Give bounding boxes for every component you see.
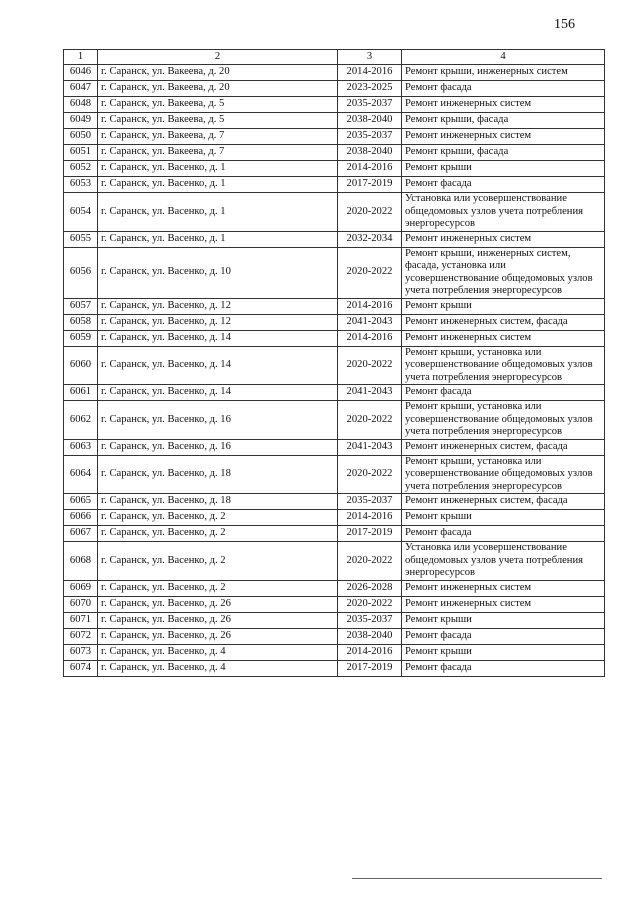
table-row — [64, 314, 605, 330]
row-number: 6066 — [64, 510, 98, 526]
table-row — [64, 113, 605, 129]
works-cell: Ремонт крыши, установка или усовершенствование общедомовых узлов учета потребления энергоресурсов — [402, 401, 605, 440]
period-cell: 2038-2040 — [338, 145, 402, 161]
row-number: 6069 — [64, 580, 98, 596]
period-cell: 2020-2022 — [338, 542, 402, 581]
table-row — [64, 660, 605, 676]
period-cell: 2020-2022 — [338, 193, 402, 232]
table-row — [64, 580, 605, 596]
row-number: 6074 — [64, 660, 98, 676]
period-cell: 2020-2022 — [338, 401, 402, 440]
address-cell: г. Саранск, ул. Васенко, д. 18 — [98, 455, 338, 494]
address-cell: г. Саранск, ул. Васенко, д. 2 — [98, 542, 338, 581]
address-cell: г. Саранск, ул. Васенко, д. 10 — [98, 247, 338, 298]
column-header-number: 1 — [64, 50, 98, 65]
period-cell: 2014-2016 — [338, 330, 402, 346]
works-cell: Ремонт крыши — [402, 510, 605, 526]
works-cell: Ремонт инженерных систем, фасада — [402, 439, 605, 455]
works-cell: Ремонт инженерных систем — [402, 596, 605, 612]
address-cell: г. Саранск, ул. Васенко, д. 12 — [98, 314, 338, 330]
address-cell: г. Саранск, ул. Васенко, д. 18 — [98, 494, 338, 510]
table-row — [64, 439, 605, 455]
table-row — [64, 455, 605, 494]
address-cell: г. Саранск, ул. Васенко, д. 26 — [98, 612, 338, 628]
address-cell: г. Саранск, ул. Васенко, д. 14 — [98, 330, 338, 346]
works-cell: Ремонт крыши — [402, 644, 605, 660]
works-cell: Ремонт фасада — [402, 628, 605, 644]
row-number: 6068 — [64, 542, 98, 581]
row-number: 6050 — [64, 129, 98, 145]
row-number: 6051 — [64, 145, 98, 161]
address-cell: г. Саранск, ул. Вакеева, д. 5 — [98, 113, 338, 129]
row-number: 6065 — [64, 494, 98, 510]
works-cell: Ремонт инженерных систем — [402, 97, 605, 113]
table-row — [64, 596, 605, 612]
table-row — [64, 628, 605, 644]
table-row — [64, 612, 605, 628]
table-row — [64, 510, 605, 526]
table-header-row — [64, 50, 605, 65]
row-number: 6072 — [64, 628, 98, 644]
period-cell: 2035-2037 — [338, 612, 402, 628]
column-header-address: 2 — [98, 50, 338, 65]
row-number: 6060 — [64, 346, 98, 385]
address-cell: г. Саранск, ул. Васенко, д. 26 — [98, 596, 338, 612]
works-cell: Ремонт крыши, инженерных систем — [402, 65, 605, 81]
period-cell: 2035-2037 — [338, 97, 402, 113]
works-cell: Установка или усовершенствование общедомовых узлов учета потребления энергоресурсов — [402, 193, 605, 232]
row-number: 6058 — [64, 314, 98, 330]
works-cell: Ремонт крыши, фасада — [402, 145, 605, 161]
works-cell: Установка или усовершенствование общедомовых узлов учета потребления энергоресурсов — [402, 542, 605, 581]
works-cell: Ремонт крыши, установка или усовершенствование общедомовых узлов учета потребления энергоресурсов — [402, 346, 605, 385]
row-number: 6049 — [64, 113, 98, 129]
table-row — [64, 247, 605, 298]
address-cell: г. Саранск, ул. Васенко, д. 1 — [98, 161, 338, 177]
row-number: 6064 — [64, 455, 98, 494]
address-cell: г. Саранск, ул. Вакеева, д. 7 — [98, 129, 338, 145]
column-header-works: 4 — [402, 50, 605, 65]
period-cell: 2041-2043 — [338, 314, 402, 330]
address-cell: г. Саранск, ул. Васенко, д. 1 — [98, 231, 338, 247]
row-number: 6062 — [64, 401, 98, 440]
address-cell: г. Саранск, ул. Васенко, д. 16 — [98, 439, 338, 455]
address-cell: г. Саранск, ул. Васенко, д. 2 — [98, 526, 338, 542]
period-cell: 2020-2022 — [338, 455, 402, 494]
table-row — [64, 65, 605, 81]
works-cell: Ремонт инженерных систем — [402, 129, 605, 145]
repair-schedule-table — [63, 49, 605, 677]
works-cell: Ремонт инженерных систем, фасада — [402, 494, 605, 510]
period-cell: 2020-2022 — [338, 247, 402, 298]
table-row — [64, 145, 605, 161]
period-cell: 2023-2025 — [338, 81, 402, 97]
works-cell: Ремонт крыши, фасада — [402, 113, 605, 129]
row-number: 6054 — [64, 193, 98, 232]
table-row — [64, 401, 605, 440]
table-row — [64, 542, 605, 581]
address-cell: г. Саранск, ул. Вакеева, д. 7 — [98, 145, 338, 161]
works-cell: Ремонт инженерных систем — [402, 580, 605, 596]
row-number: 6047 — [64, 81, 98, 97]
period-cell: 2038-2040 — [338, 113, 402, 129]
table-row — [64, 161, 605, 177]
row-number: 6059 — [64, 330, 98, 346]
period-cell: 2038-2040 — [338, 628, 402, 644]
row-number: 6048 — [64, 97, 98, 113]
period-cell: 2032-2034 — [338, 231, 402, 247]
table-row — [64, 177, 605, 193]
row-number: 6056 — [64, 247, 98, 298]
row-number: 6070 — [64, 596, 98, 612]
row-number: 6046 — [64, 65, 98, 81]
works-cell: Ремонт фасада — [402, 177, 605, 193]
period-cell: 2026-2028 — [338, 580, 402, 596]
address-cell: г. Саранск, ул. Васенко, д. 2 — [98, 510, 338, 526]
address-cell: г. Саранск, ул. Васенко, д. 2 — [98, 580, 338, 596]
address-cell: г. Саранск, ул. Васенко, д. 14 — [98, 385, 338, 401]
row-number: 6061 — [64, 385, 98, 401]
address-cell: г. Саранск, ул. Вакеева, д. 20 — [98, 65, 338, 81]
period-cell: 2014-2016 — [338, 644, 402, 660]
works-cell: Ремонт фасада — [402, 81, 605, 97]
address-cell: г. Саранск, ул. Вакеева, д. 5 — [98, 97, 338, 113]
works-cell: Ремонт крыши, инженерных систем, фасада, установка или усовершенствование общедомовых узлов учета потребления энергоресурсов — [402, 247, 605, 298]
period-cell: 2035-2037 — [338, 494, 402, 510]
row-number: 6053 — [64, 177, 98, 193]
works-cell: Ремонт крыши — [402, 161, 605, 177]
address-cell: г. Саранск, ул. Васенко, д. 4 — [98, 660, 338, 676]
period-cell: 2014-2016 — [338, 510, 402, 526]
address-cell: г. Саранск, ул. Васенко, д. 12 — [98, 298, 338, 314]
column-header-period: 3 — [338, 50, 402, 65]
period-cell: 2041-2043 — [338, 439, 402, 455]
row-number: 6073 — [64, 644, 98, 660]
period-cell: 2014-2016 — [338, 65, 402, 81]
works-cell: Ремонт фасада — [402, 385, 605, 401]
period-cell: 2017-2019 — [338, 526, 402, 542]
address-cell: г. Саранск, ул. Васенко, д. 1 — [98, 177, 338, 193]
period-cell: 2014-2016 — [338, 161, 402, 177]
row-number: 6055 — [64, 231, 98, 247]
table-row — [64, 193, 605, 232]
period-cell: 2041-2043 — [338, 385, 402, 401]
row-number: 6063 — [64, 439, 98, 455]
works-cell: Ремонт инженерных систем, фасада — [402, 314, 605, 330]
table-row — [64, 526, 605, 542]
period-cell: 2020-2022 — [338, 596, 402, 612]
address-cell: г. Саранск, ул. Васенко, д. 14 — [98, 346, 338, 385]
row-number: 6071 — [64, 612, 98, 628]
address-cell: г. Саранск, ул. Васенко, д. 26 — [98, 628, 338, 644]
table-row — [64, 97, 605, 113]
works-cell: Ремонт инженерных систем — [402, 231, 605, 247]
works-cell: Ремонт крыши — [402, 612, 605, 628]
row-number: 6052 — [64, 161, 98, 177]
table-body — [64, 65, 605, 677]
period-cell: 2017-2019 — [338, 660, 402, 676]
address-cell: г. Саранск, ул. Васенко, д. 4 — [98, 644, 338, 660]
works-cell: Ремонт крыши — [402, 298, 605, 314]
works-cell: Ремонт инженерных систем — [402, 330, 605, 346]
period-cell: 2035-2037 — [338, 129, 402, 145]
period-cell: 2020-2022 — [338, 346, 402, 385]
works-cell: Ремонт крыши, установка или усовершенствование общедомовых узлов учета потребления энергоресурсов — [402, 455, 605, 494]
table-row — [64, 494, 605, 510]
row-number: 6067 — [64, 526, 98, 542]
page-number: 156 — [554, 17, 575, 32]
table-row — [64, 298, 605, 314]
table-row — [64, 81, 605, 97]
address-cell: г. Саранск, ул. Васенко, д. 16 — [98, 401, 338, 440]
table-row — [64, 330, 605, 346]
row-number: 6057 — [64, 298, 98, 314]
table-row — [64, 644, 605, 660]
works-cell: Ремонт фасада — [402, 526, 605, 542]
works-cell: Ремонт фасада — [402, 660, 605, 676]
address-cell: г. Саранск, ул. Васенко, д. 1 — [98, 193, 338, 232]
table-row — [64, 385, 605, 401]
address-cell: г. Саранск, ул. Вакеева, д. 20 — [98, 81, 338, 97]
table-row — [64, 129, 605, 145]
period-cell: 2017-2019 — [338, 177, 402, 193]
bottom-divider — [352, 878, 602, 879]
table-row — [64, 231, 605, 247]
period-cell: 2014-2016 — [338, 298, 402, 314]
table-row — [64, 346, 605, 385]
